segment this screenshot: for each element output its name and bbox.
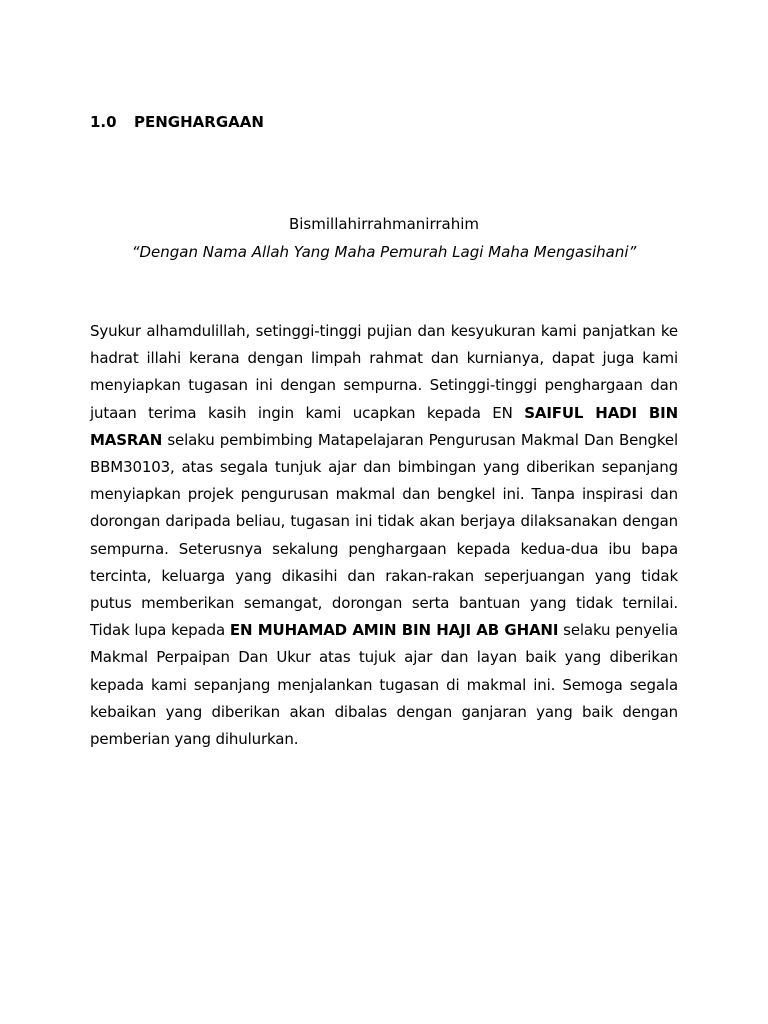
- lab-supervisor-name: EN MUHAMAD AMIN BIN HAJI AB GHANI: [229, 621, 559, 640]
- section-number: 1.0: [90, 113, 117, 131]
- invocation-meaning: “Dengan Nama Allah Yang Maha Pemurah Lagi Maha Mengasihani”: [131, 243, 637, 261]
- section-heading: [90, 112, 264, 132]
- paragraph-text-part-3: selaku penyelia Makmal Perpaipan Dan Ukur atas tujuk ajar dan layan baik yang diberikan kepada kami sepanjang menjalankan tugasan di makmal ini. Semoga segala kebaikan yang diberikan akan dibalas dengan ganjaran yang baik dengan pemberian yang dihulurkan.: [90, 621, 678, 749]
- acknowledgement-paragraph: [90, 318, 678, 753]
- paragraph-text-part-2: selaku pembimbing Matapelajaran Pengurusan Makmal Dan Bengkel BBM30103, atas segala tunjuk ajar dan bimbingan yang diberikan sepanjang menyiapkan projek pengurusan makmal dan bengkel ini. Tanpa inspirasi dan dorongan daripada beliau, tugasan ini tidak akan berjaya dilaksanakan dengan sempurna. Seterusnya sekalung penghargaan kepada kedua-dua ibu bapa tercinta, keluarga yang dikasihi dan rakan-rakan seperjuangan yang tidak putus memberikan semangat, dorongan serta bantuan yang tidak ternilai. Tidak lupa kepada: [90, 430, 678, 640]
- invocation-text: Bismillahirrahmanirrahim: [288, 215, 480, 233]
- paragraph-text-part-1: Syukur alhamdulillah, setinggi-tinggi pujian dan kesyukuran kami panjatkan ke hadrat illahi kerana dengan limpah rahmat dan kurnianya, dapat juga kami menyiapkan tugasan ini dengan sempurna. Setinggi-tinggi penghargaan dan jutaan terima kasih ingin kami ucapkan kepada EN: [90, 322, 678, 422]
- supervisor-name: SAIFUL HADI BIN MASRAN: [90, 403, 679, 449]
- section-title: PENGHARGAAN: [134, 113, 264, 131]
